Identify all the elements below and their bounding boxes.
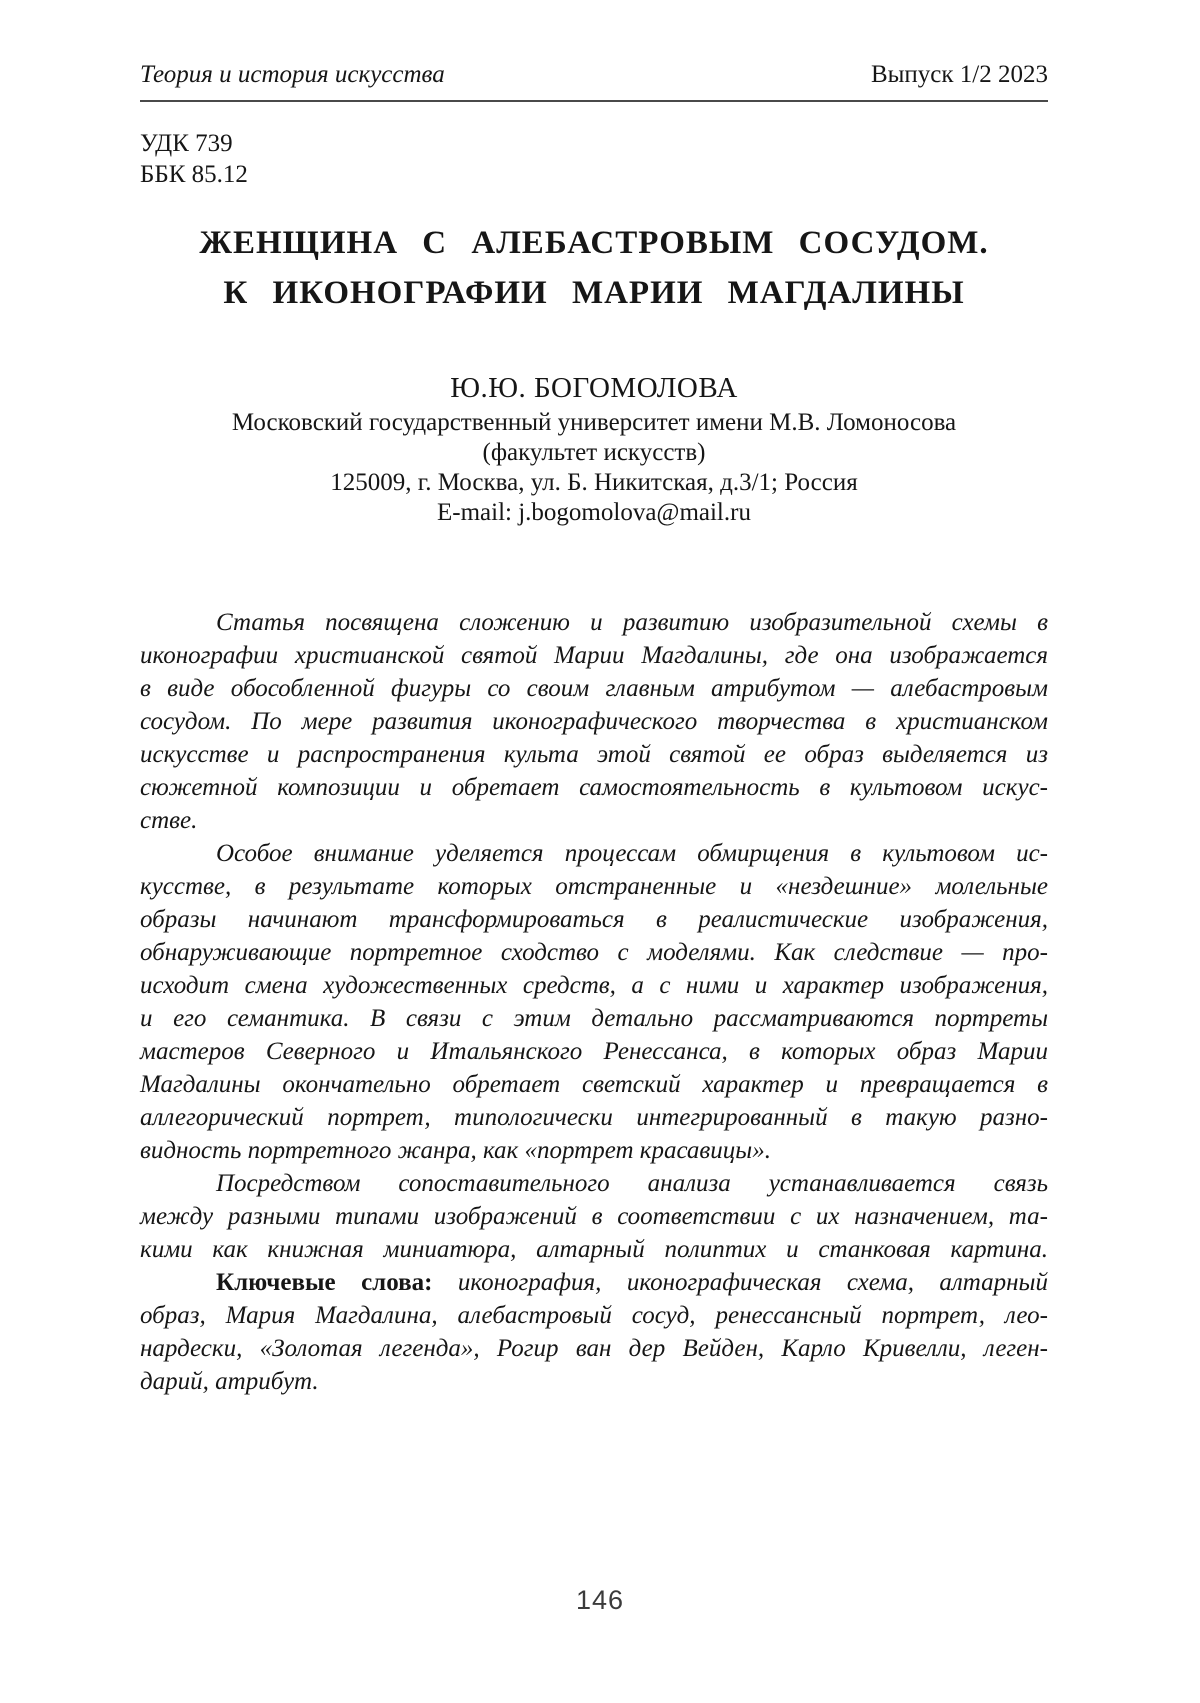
issue-label: Выпуск 1/2 2023: [870, 61, 1048, 88]
text-line: иконографии христианской святой Марии Магдалины, где она изображается: [140, 642, 1048, 669]
author-affiliation-block: [140, 408, 1048, 528]
text-line: Статья посвящена сложению и развитию изобразительной схемы в: [216, 609, 1048, 636]
text-line: кусстве, в результате которых отстраненные и «нездешние» молельные: [140, 873, 1048, 900]
article-title-line-1: ЖЕНЩИНА С АЛЕБАСТРОВЫМ СОСУДОМ.: [199, 225, 989, 261]
text-line: нардески, «Золотая легенда», Рогир ван дер Вейден, Карло Кривелли, леген-: [140, 1335, 1048, 1362]
abstract-and-keywords: [140, 606, 1048, 1398]
text-line: стве.: [140, 807, 198, 834]
abstract-paragraph: [140, 1167, 1048, 1266]
text-line: Магдалины окончательно обретает светский характер и превращается в: [140, 1071, 1048, 1098]
author-email: E-mail: j.bogomolova@mail.ru: [437, 499, 751, 526]
abstract-paragraph: [140, 1266, 1048, 1398]
text-line: мастеров Северного и Итальянского Ренессанса, в которых образ Марии: [140, 1038, 1048, 1065]
text-line: образы начинают трансформироваться в реалистические изображения,: [140, 906, 1048, 933]
keywords-label: Ключевые слова:: [216, 1269, 433, 1296]
affiliation-address: 125009, г. Москва, ул. Б. Никитская, д.3/1; Россия: [330, 469, 858, 496]
running-header: [140, 60, 1048, 102]
abstract-paragraph: [140, 837, 1048, 1167]
text-line: сюжетной композиции и обретает самостоятельность в культовом искус-: [140, 774, 1048, 801]
text-line: исходит смена художественных средств, а с ними и характер изображения,: [140, 972, 1048, 999]
journal-section-title: Теория и история искусства: [140, 61, 445, 88]
text-line: дарий, атрибут.: [140, 1368, 319, 1395]
affiliation-department: (факультет искусств): [482, 439, 706, 466]
udc-code: УДК 739: [140, 130, 233, 157]
text-line: Посредством сопоставительного анализа устанавливается связь: [216, 1170, 1048, 1197]
text-line: Ключевые слова: иконография, иконографическая схема, алтарный: [216, 1269, 1048, 1296]
text-line: Особое внимание уделяется процессам обмирщения в культовом ис-: [216, 840, 1048, 867]
author-name: Ю.Ю. БОГОМОЛОВА: [450, 372, 738, 404]
affiliation-university: Московский государственный университет имени М.В. Ломоносова: [231, 409, 957, 436]
text-line: в виде обособленной фигуры со своим главным атрибутом — алебастровым: [140, 675, 1048, 702]
article-title: [140, 218, 1048, 318]
text-line: и его семантика. В связи с этим детально рассматриваются портреты: [140, 1005, 1048, 1032]
page-number: 146: [575, 1585, 625, 1615]
article-title-line-2: К ИКОНОГРАФИИ МАРИИ МАГДАЛИНЫ: [223, 275, 965, 311]
text-line: образ, Мария Магдалина, алебастровый сосуд, ренессансный портрет, лео-: [140, 1302, 1048, 1329]
text-line: сосудом. По мере развития иконографического творчества в христианском: [140, 708, 1048, 735]
abstract-paragraph: [140, 606, 1048, 837]
text-line: видность портретного жанра, как «портрет красавицы».: [140, 1137, 771, 1164]
text-line: между разными типами изображений в соответствии с их назначением, та-: [140, 1203, 1048, 1230]
text-line: обнаруживающие портретное сходство с моделями. Как следствие — про-: [140, 939, 1048, 966]
classification-codes: [140, 128, 1048, 190]
text-line: кими как книжная миниатюра, алтарный полиптих и станковая картина.: [140, 1236, 1048, 1263]
bbk-code: ББК 85.12: [140, 161, 248, 188]
text-line: аллегорический портрет, типологически интегрированный в такую разно-: [140, 1104, 1048, 1131]
text-line: искусстве и распространения культа этой святой ее образ выделяется из: [140, 741, 1048, 768]
